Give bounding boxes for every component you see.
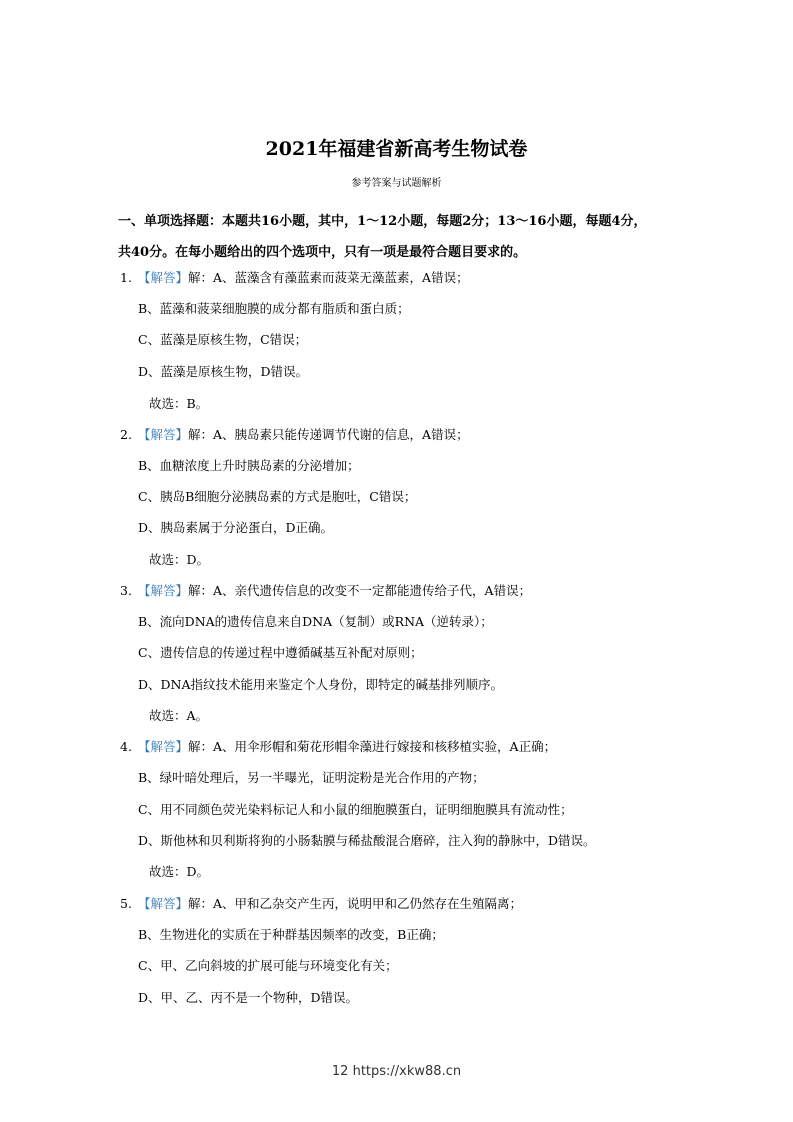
question-4-first-line	[120, 737, 556, 757]
question-4-text: 解：A、用伞形帽和菊花形帽伞藻进行嫁接和核移植实验，A正确；	[188, 739, 557, 754]
page-footer: 12 https://xkw88.cn	[331, 1064, 462, 1079]
question-1-text: 解：A、蓝藻含有藻蓝素而菠菜无藻蓝素，A错误；	[188, 270, 469, 285]
question-2-line-b: B、血糖浓度上升时胰岛素的分泌增加；	[138, 458, 360, 473]
answer-tag: 【解答】	[138, 583, 189, 598]
question-4-line-b: B、绿叶暗处理后，另一半曝光，证明淀粉是光合作用的产物；	[138, 770, 485, 785]
question-4-line-c: C、用不同颜色荧光染料标记人和小鼠的细胞膜蛋白，证明细胞膜具有流动性；	[138, 802, 573, 817]
question-3-answer: 故选：A。	[149, 708, 209, 723]
question-5-line-c: C、甲、乙向斜坡的扩展可能与环境变化有关；	[138, 958, 398, 973]
section-header-line-1: 一、单项选择题：本题共16小题，其中，1～12小题，每题2分；13～16小题，每题4分，	[118, 214, 647, 229]
question-number: 5.	[120, 896, 132, 911]
question-number: 3.	[120, 583, 132, 598]
question-3-line-b: B、流向DNA的遗传信息来自DNA（复制）或RNA（逆转录）；	[138, 614, 493, 629]
question-5-text: 解：A、甲和乙杂交产生丙，说明甲和乙仍然存在生殖隔离；	[188, 896, 523, 911]
section-header-line-2: 共40分。在每小题给出的四个选项中，只有一项是最符合题目要求的。	[118, 245, 527, 260]
question-number: 1.	[120, 270, 132, 285]
question-5-first-line	[120, 894, 522, 914]
question-5-line-b: B、生物进化的实质在于种群基因频率的改变，B正确；	[138, 927, 444, 942]
page-subtitle: 参考答案与试题解析	[351, 178, 442, 189]
question-1-line-c: C、蓝藻是原核生物，C错误；	[138, 332, 308, 347]
question-1-line-b: B、蓝藻和菠菜细胞膜的成分都有脂质和蛋白质；	[138, 301, 410, 316]
question-4-answer: 故选：D。	[149, 864, 210, 879]
question-number: 4.	[120, 739, 132, 754]
question-2-line-d: D、胰岛素属于分泌蛋白，D正确。	[138, 520, 334, 535]
question-4-line-d: D、斯他林和贝利斯将狗的小肠黏膜与稀盐酸混合磨碎，注入狗的静脉中，D错误。	[138, 833, 596, 848]
answer-tag: 【解答】	[138, 896, 189, 911]
question-3-line-c: C、遗传信息的传递过程中遵循碱基互补配对原则；	[138, 645, 423, 660]
answer-tag: 【解答】	[138, 739, 189, 754]
answer-tag: 【解答】	[138, 270, 189, 285]
question-3-text: 解：A、亲代遗传信息的改变不一定都能遗传给子代，A错误；	[188, 583, 532, 598]
question-2-first-line	[120, 425, 469, 445]
question-2-text: 解：A、胰岛素只能传递调节代谢的信息，A错误；	[188, 427, 469, 442]
question-number: 2.	[120, 427, 132, 442]
question-1-answer: 故选：B。	[149, 396, 209, 411]
question-2-line-c: C、胰岛B细胞分泌胰岛素的方式是胞吐，C错误；	[138, 489, 417, 504]
answer-tag: 【解答】	[138, 427, 189, 442]
question-1-first-line	[120, 268, 469, 288]
section-header	[118, 206, 678, 268]
page-title: 2021年福建省新高考生物试卷	[265, 138, 528, 160]
question-5-line-d: D、甲、乙、丙不是一个物种，D错误。	[138, 990, 359, 1005]
question-1-line-d: D、蓝藻是原核生物，D错误。	[138, 364, 309, 379]
question-3-line-d: D、DNA指纹技术能用来鉴定个人身份，即特定的碱基排列顺序。	[138, 677, 504, 692]
question-3-first-line	[120, 581, 531, 601]
question-2-answer: 故选：D。	[149, 552, 210, 567]
